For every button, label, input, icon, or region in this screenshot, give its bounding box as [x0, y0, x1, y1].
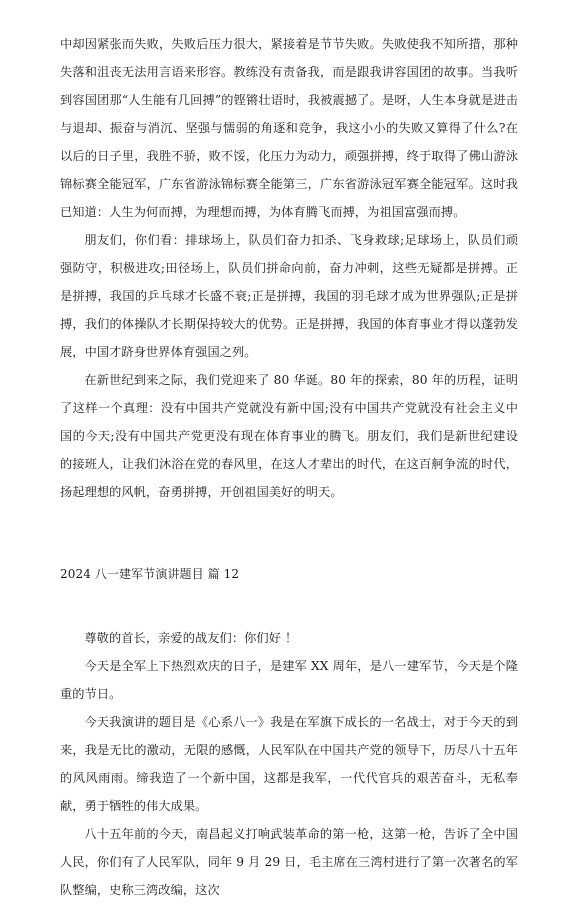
paragraph-today: 今天是全军上下热烈欢庆的日子，是建军 XX 周年，是八一建军节，今天是个隆重的节日。: [60, 659, 518, 701]
paragraph-continued: 中却因紧张而失败，失败后压力很大，紧接着是节节失败。失败使我不知所措，那种失落和沮丧无法用言语来形容。教练没有责备我，而是跟我讲容国团的故事。当我听到容国团那“人生能有几回搏”的铿锵壮语时，我被震撼了。是呀，人生本身就是进击与退却、振奋与消沉、坚强与懦弱的角逐和竞争，我这小小的失败又算得了什么?在以后的日子里，我胜不骄，败不馁，化压力为动力，顽强拼搏，终于取得了佛山游泳锦标赛全能冠军，广东省游泳锦标赛全能第三，广东省游泳冠军赛全能冠军。这时我已知道：人生为何而搏，为理想而搏，为体育腾飞而搏，为祖国富强而搏。: [60, 37, 518, 219]
paragraph-new-century: 在新世纪到来之际，我们党迎来了 80 华诞。80 年的探索，80 年的历程，证明了这样一个真理：没有中国共产党就没有新中国;没有中国共产党就没有社会主义中国的今天;没有中国共产党更没有现在体育事业的腾飞。朋友们，我们是新世纪建设的接班人，让我们沐浴在党的春风里，在这人才辈出的时代，在这百舸争流的时代，扬起理想的风帆，奋勇拼搏，开创祖国美好的明天。: [60, 373, 518, 499]
section-speech-sports: [60, 30, 518, 506]
paragraph-topic: 今天我演讲的题目是《心系八一》我是在军旗下成长的一名战士，对于今天的到来，我是无比的激动，无限的感慨，人民军队在中国共产党的领导下，历尽八十五年的风风雨雨。缔我造了一个新中国，这都是我军，一代代官兵的艰苦奋斗，无私奉献，勇于牺牲的伟大成果。: [60, 715, 518, 813]
section-speech-army-day: [60, 624, 518, 904]
paragraph-friends: 朋友们，你们看：排球场上，队员们奋力扣杀、飞身救球;足球场上，队员们顽强防守，积极进攻;田径场上，队员们拼命向前，奋力冲刺，这些无疑都是拼搏。正是拼搏，我国的乒乓球才长盛不衰;正是拼搏，我国的羽毛球才成为世界强队;正是拼搏，我们的体操队才长期保持较大的优势。正是拼搏，我国的体育事业才得以蓬勃发展，中国才跻身世界体育强国之列。: [60, 233, 518, 359]
section-heading: 2024 八一建军节演讲题目 篇 12: [60, 567, 240, 581]
paragraph-history: 八十五年前的今天，南昌起义打响武装革命的第一枪，这第一枪，告诉了全中国人民，你们有了人民军队，同年 9 月 29 日，毛主席在三湾村进行了第一次著名的军队整编，史称三湾改编，这次: [60, 827, 518, 897]
paragraph-greeting: 尊敬的首长，亲爱的战友们：你们好 ！: [84, 631, 298, 645]
